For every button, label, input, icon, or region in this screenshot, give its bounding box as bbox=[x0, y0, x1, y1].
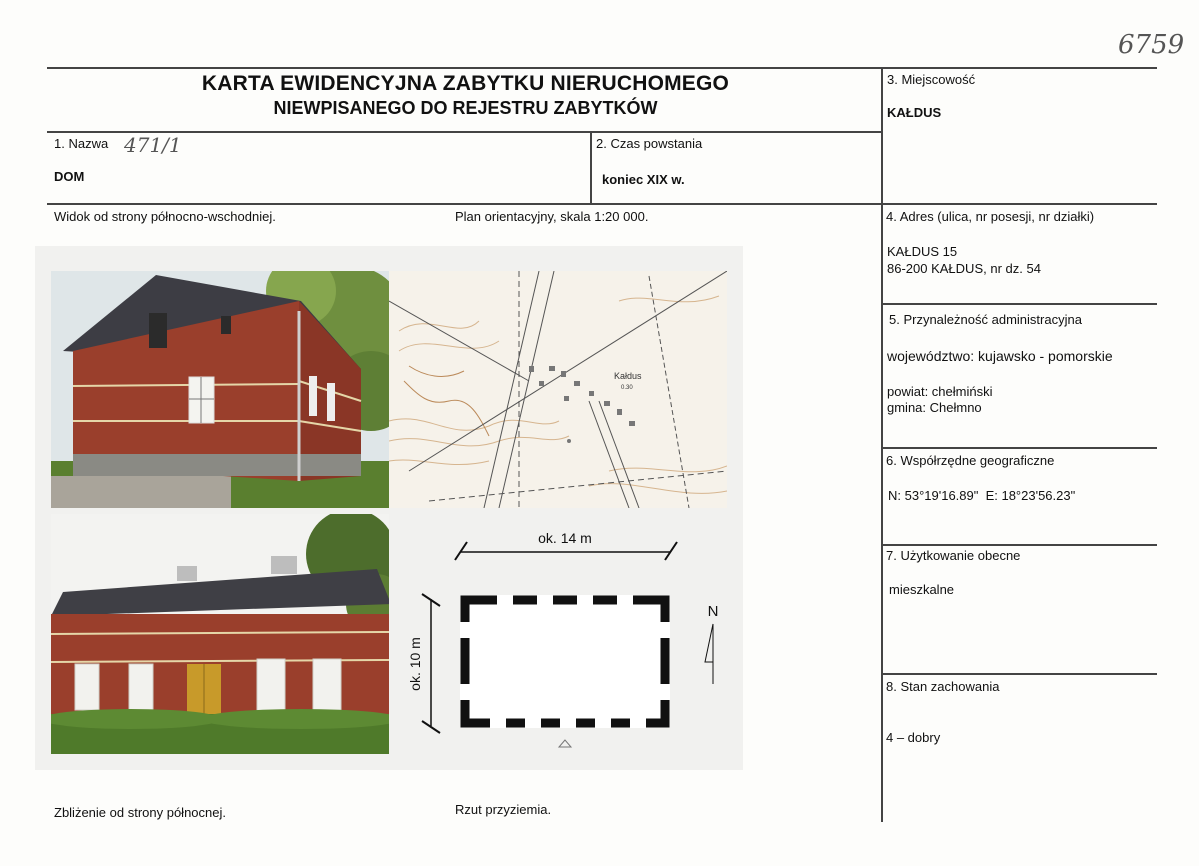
map-place-label: Kałdus bbox=[614, 371, 642, 381]
page-subtitle: NIEWPISANEGO DO REJESTRU ZABYTKÓW bbox=[273, 98, 658, 118]
map-elevation-label: 0.30 bbox=[621, 385, 633, 391]
use-label: 7. Użytkowanie obecne bbox=[886, 548, 1021, 563]
admin-commune: gmina: Chełmno bbox=[887, 400, 982, 415]
name-value: DOM bbox=[54, 169, 85, 184]
frame-top-line bbox=[47, 67, 1157, 69]
locality-label: 3. Miejscowość bbox=[887, 72, 976, 87]
address-line1: KAŁDUS 15 bbox=[887, 244, 958, 259]
photo-north-east-view bbox=[51, 271, 389, 508]
coords-value: N: 53°19'16.89" E: 18°23'56.23" bbox=[888, 488, 1076, 503]
frame-date-divider bbox=[590, 131, 592, 203]
frame-line-use bbox=[882, 544, 1157, 546]
frame-line-photos bbox=[47, 203, 1157, 205]
name-label: 1. Nazwa bbox=[54, 136, 109, 151]
date-value: koniec XIX w. bbox=[602, 172, 685, 187]
name-handwritten-number: 471/1 bbox=[124, 133, 182, 157]
date-label: 2. Czas powstania bbox=[596, 136, 703, 151]
locality-value: KAŁDUS bbox=[887, 105, 942, 120]
frame-line-coords bbox=[882, 447, 1157, 449]
caption-ground-plan: Rzut przyziemia. bbox=[455, 802, 552, 817]
catalog-number: 6759 bbox=[1118, 30, 1185, 60]
orientation-map bbox=[389, 271, 727, 508]
use-value: mieszkalne bbox=[889, 582, 955, 597]
frame-line-condition bbox=[882, 673, 1157, 675]
address-label: 4. Adres (ulica, nr posesji, nr działki) bbox=[886, 209, 1095, 224]
condition-value: 4 – dobry bbox=[886, 730, 941, 745]
caption-map: Plan orientacyjny, skala 1:20 000. bbox=[455, 209, 649, 224]
coords-label: 6. Współrzędne geograficzne bbox=[886, 453, 1055, 468]
admin-county: powiat: chełmiński bbox=[887, 384, 993, 399]
admin-voivodeship: województwo: kujawsko - pomorskie bbox=[887, 348, 1113, 364]
plan-depth-label: ok. 10 m bbox=[407, 637, 423, 691]
ground-plan-drawing bbox=[395, 514, 735, 764]
address-line2: 86-200 KAŁDUS, nr dz. 54 bbox=[887, 261, 1041, 276]
frame-right-column-line bbox=[881, 67, 883, 822]
photo-north-closeup bbox=[51, 514, 389, 754]
north-arrow-label: N bbox=[707, 603, 719, 620]
condition-label: 8. Stan zachowania bbox=[886, 679, 1000, 694]
caption-closeup-n: Zbliżenie od strony północnej. bbox=[54, 805, 226, 820]
admin-label: 5. Przynależność administracyjna bbox=[889, 312, 1082, 327]
page-title: KARTA EWIDENCYJNA ZABYTKU NIERUCHOMEGO bbox=[201, 72, 730, 95]
plan-width-label: ok. 14 m bbox=[538, 530, 592, 546]
illustration-sheet bbox=[35, 246, 743, 770]
caption-view-ne: Widok od strony północno-wschodniej. bbox=[54, 209, 276, 224]
frame-line-address bbox=[882, 303, 1157, 305]
